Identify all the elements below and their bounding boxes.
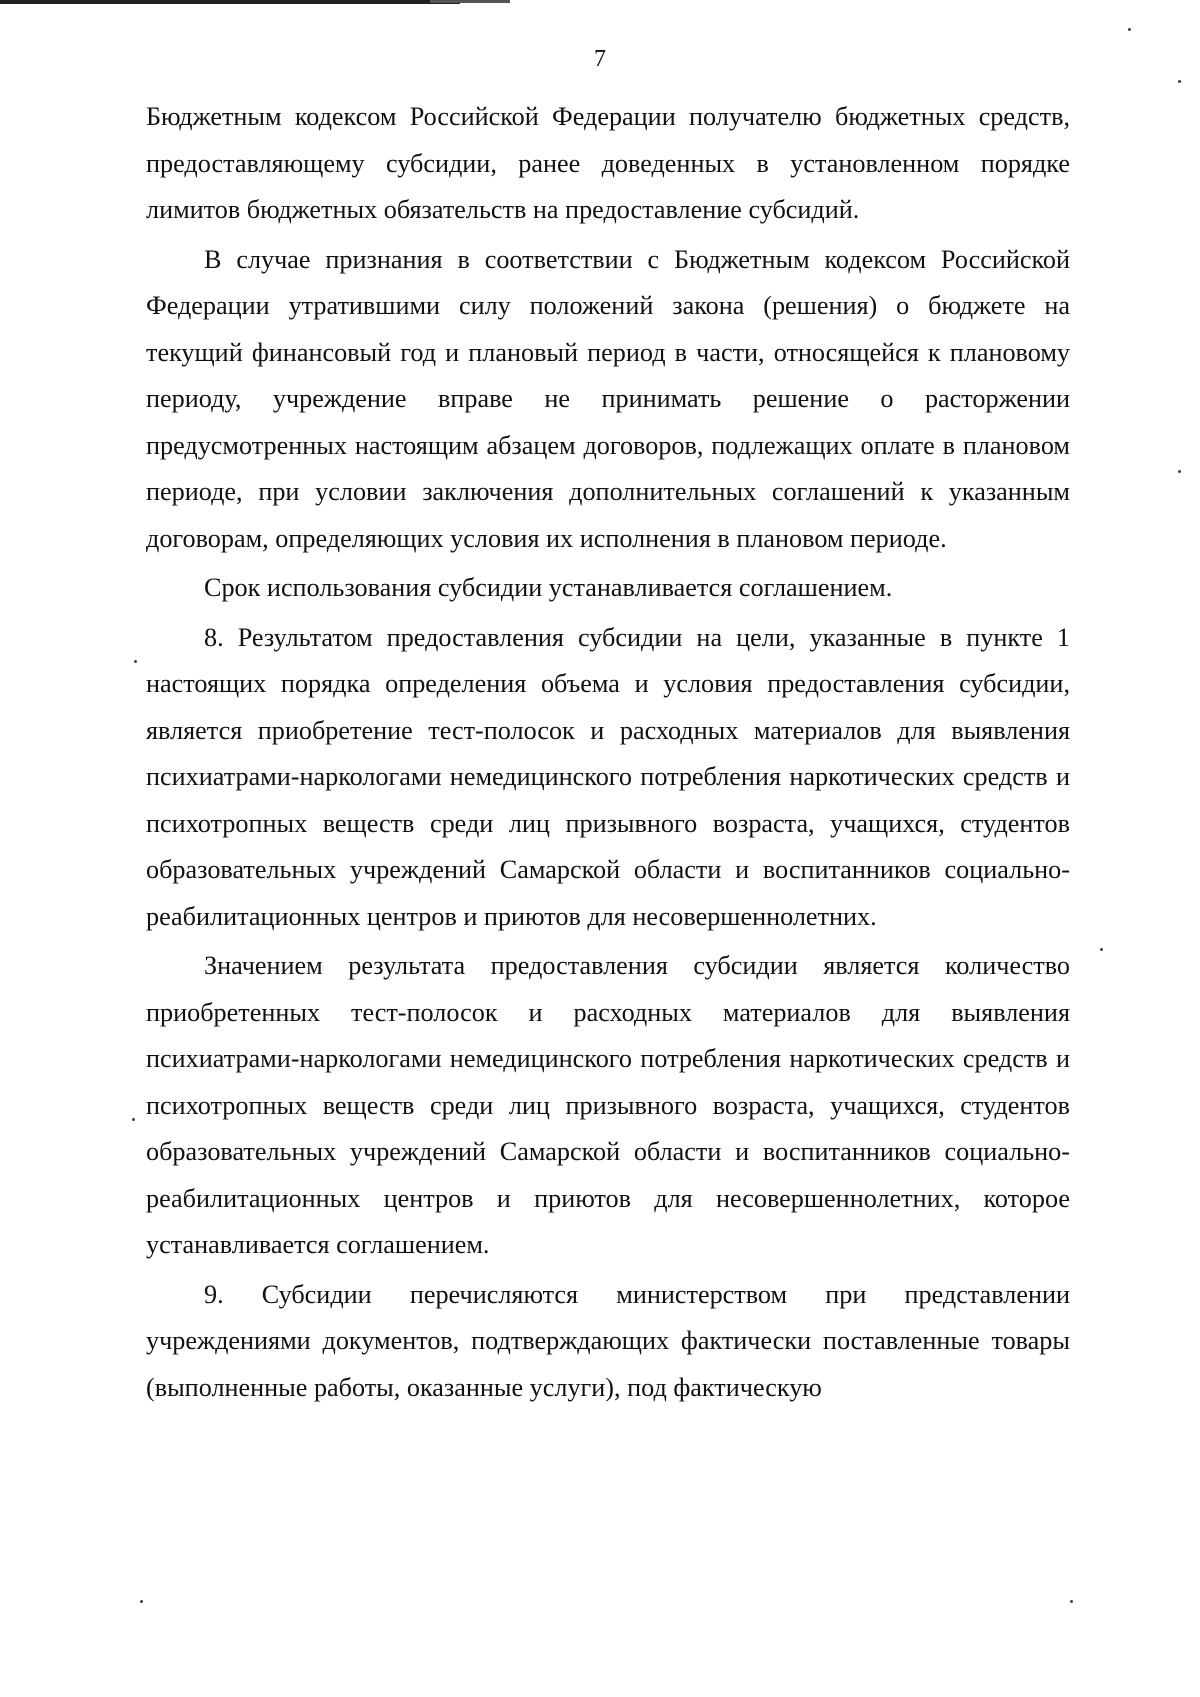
top-edge-rule (0, 0, 460, 4)
scan-speck (1178, 80, 1181, 83)
scan-speck (140, 1600, 143, 1603)
paragraph-6: 9. Субсидии перечисляются министерством при представлении учреждениями документов, подтверждающих фактически поставленные товары (выполненные работы, оказанные услуги), под фактическую (146, 1279, 1070, 1402)
paragraph-1: Бюджетным кодексом Российской Федерации получателю бюджетных средств, предоставляющему субсидии, ранее доведенных в установленном порядке лимитов бюджетных обязательств на предоставление субсидий. (146, 102, 1070, 224)
document-body (146, 94, 1070, 1411)
paragraph-3: Срок использования субсидии устанавливается соглашением. (204, 573, 893, 602)
scan-speck (134, 660, 137, 663)
scan-speck (1178, 470, 1181, 473)
scan-speck (132, 1118, 135, 1121)
page-number: 7 (594, 46, 606, 72)
paragraph-2: В случае признания в соответствии с Бюджетным кодексом Российской Федерации утратившими силу положений закона (решения) о бюджете на текущий финансовый год и плановый период в части, относящейся к плановому периоду, учреждение вправе не принимать решение о расторжении предусмотренных настоящим абзацем договоров, подлежащих оплате в плановом периоде, при условии заключения дополнительных соглашений к указанным договорам, определяющих условия их исполнения в плановом периоде. (146, 244, 1070, 553)
top-edge-rule-tail (430, 0, 510, 3)
scan-speck (1070, 1600, 1073, 1603)
scan-speck (1128, 28, 1131, 31)
paragraph-4: 8. Результатом предоставления субсидии на цели, указанные в пункте 1 настоящих порядка определения объема и условия предоставления субсидии, является приобретение тест-полосок и расходных материалов для выявления психиатрами-наркологами немедицинского потребления наркотических средств и психотропных веществ среди лиц призывного возраста, учащихся, студентов образовательных учреждений Самарской области и воспитанников социально-реабилитационных центров и приютов для несовершеннолетних. (146, 622, 1070, 931)
scan-speck (1100, 948, 1103, 951)
paragraph-5: Значением результата предоставления субсидии является количество приобретенных тест-полосок и расходных материалов для выявления психиатрами-наркологами немедицинского потребления наркотических средств и психотропных веществ среди лиц призывного возраста, учащихся, студентов образовательных учреждений Самарской области и воспитанников социально-реабилитационных центров и приютов для несовершеннолетних, которое устанавливается соглашением. (146, 951, 1070, 1259)
